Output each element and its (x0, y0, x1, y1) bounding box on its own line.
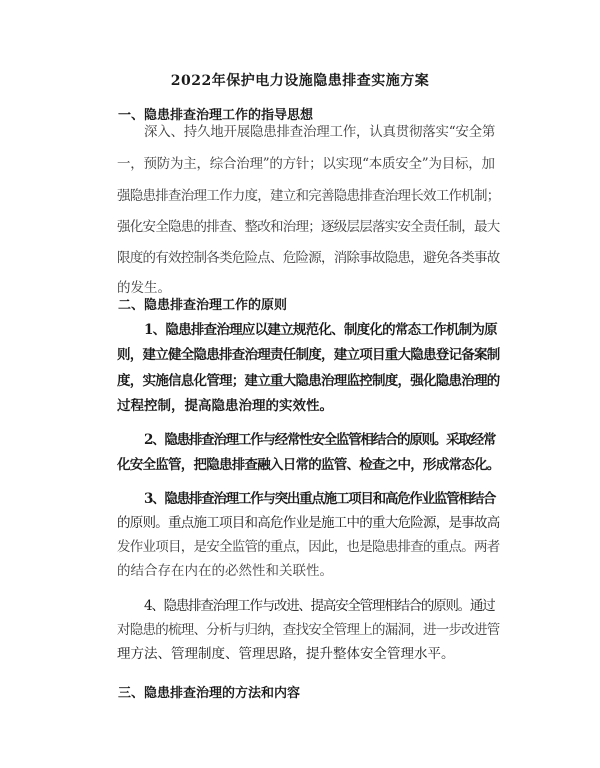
paragraph-line: 理方法、管理制度、管理思路，提升整体安全管理水平。 (117, 646, 455, 662)
section-heading-guiding-thought: 一、隐患排查治理工作的指导思想 (118, 108, 314, 123)
section-heading-principles: 二、隐患排查治理工作的原则 (118, 298, 288, 313)
paragraph-line: 深入、持久地开展隐患排查治理工作，认真贯彻落实“安全第 (144, 124, 496, 140)
paragraph-line: 过程控制，提高隐患治理的实效性。 (117, 398, 333, 414)
paragraph-line: 强化安全隐患的排查、整改和治理；逐级层层落实安全责任制，最大 (117, 219, 500, 235)
paragraph-line: 3、隐患排查治理工作与突出重点施工项目和高危作业监管相结合 (144, 491, 496, 507)
paragraph-line: 度，实施信息化管理；建立重大隐患治理监控制度，强化隐患治理的 (117, 373, 500, 389)
paragraph-line: 的发生。 (117, 280, 171, 296)
paragraph-line: 的结合存在内在的必然性和关联性。 (117, 563, 333, 579)
paragraph-line: 1、隐患排查治理应以建立规范化、制度化的常态工作机制为原 (144, 322, 497, 338)
paragraph-line: 化安全监管，把隐患排查融入日常的监管、检查之中，形成常态化。 (117, 457, 500, 473)
paragraph-line: 4、隐患排查治理工作与改进、提高安全管理相结合的原则。通过 (144, 598, 495, 614)
paragraph-line: 则，建立健全隐患排查治理责任制度，建立项目重大隐患登记备案制 (117, 347, 500, 363)
paragraph-line: 发作业项目，是安全监管的重点，因此，也是隐患排查的重点。两者 (117, 539, 500, 555)
paragraph-line: 一，预防为主，综合治理”的方针；以实现“本质安全”为目标，加 (117, 156, 495, 172)
paragraph-line: 对隐患的梳理、分析与归纳，查找安全管理上的漏洞，进一步改进管 (117, 622, 500, 638)
paragraph-line: 强隐患排查治理工作力度，建立和完善隐患排查治理长效工作机制； (117, 188, 500, 204)
paragraph-line: 限度的有效控制各类危险点、危险源，消除事故隐患，避免各类事故 (117, 250, 500, 266)
section-heading-methods: 三、隐患排查治理的方法和内容 (118, 686, 301, 701)
paragraph-line: 的原则。重点施工项目和高危作业是施工中的重大危险源，是事故高 (117, 515, 500, 531)
paragraph-line: 2、隐患排查治理工作与经常性安全监管相结合的原则。采取经常 (144, 432, 496, 448)
document-title: 2022年保护电力设施隐患排查实施方案 (170, 73, 430, 89)
